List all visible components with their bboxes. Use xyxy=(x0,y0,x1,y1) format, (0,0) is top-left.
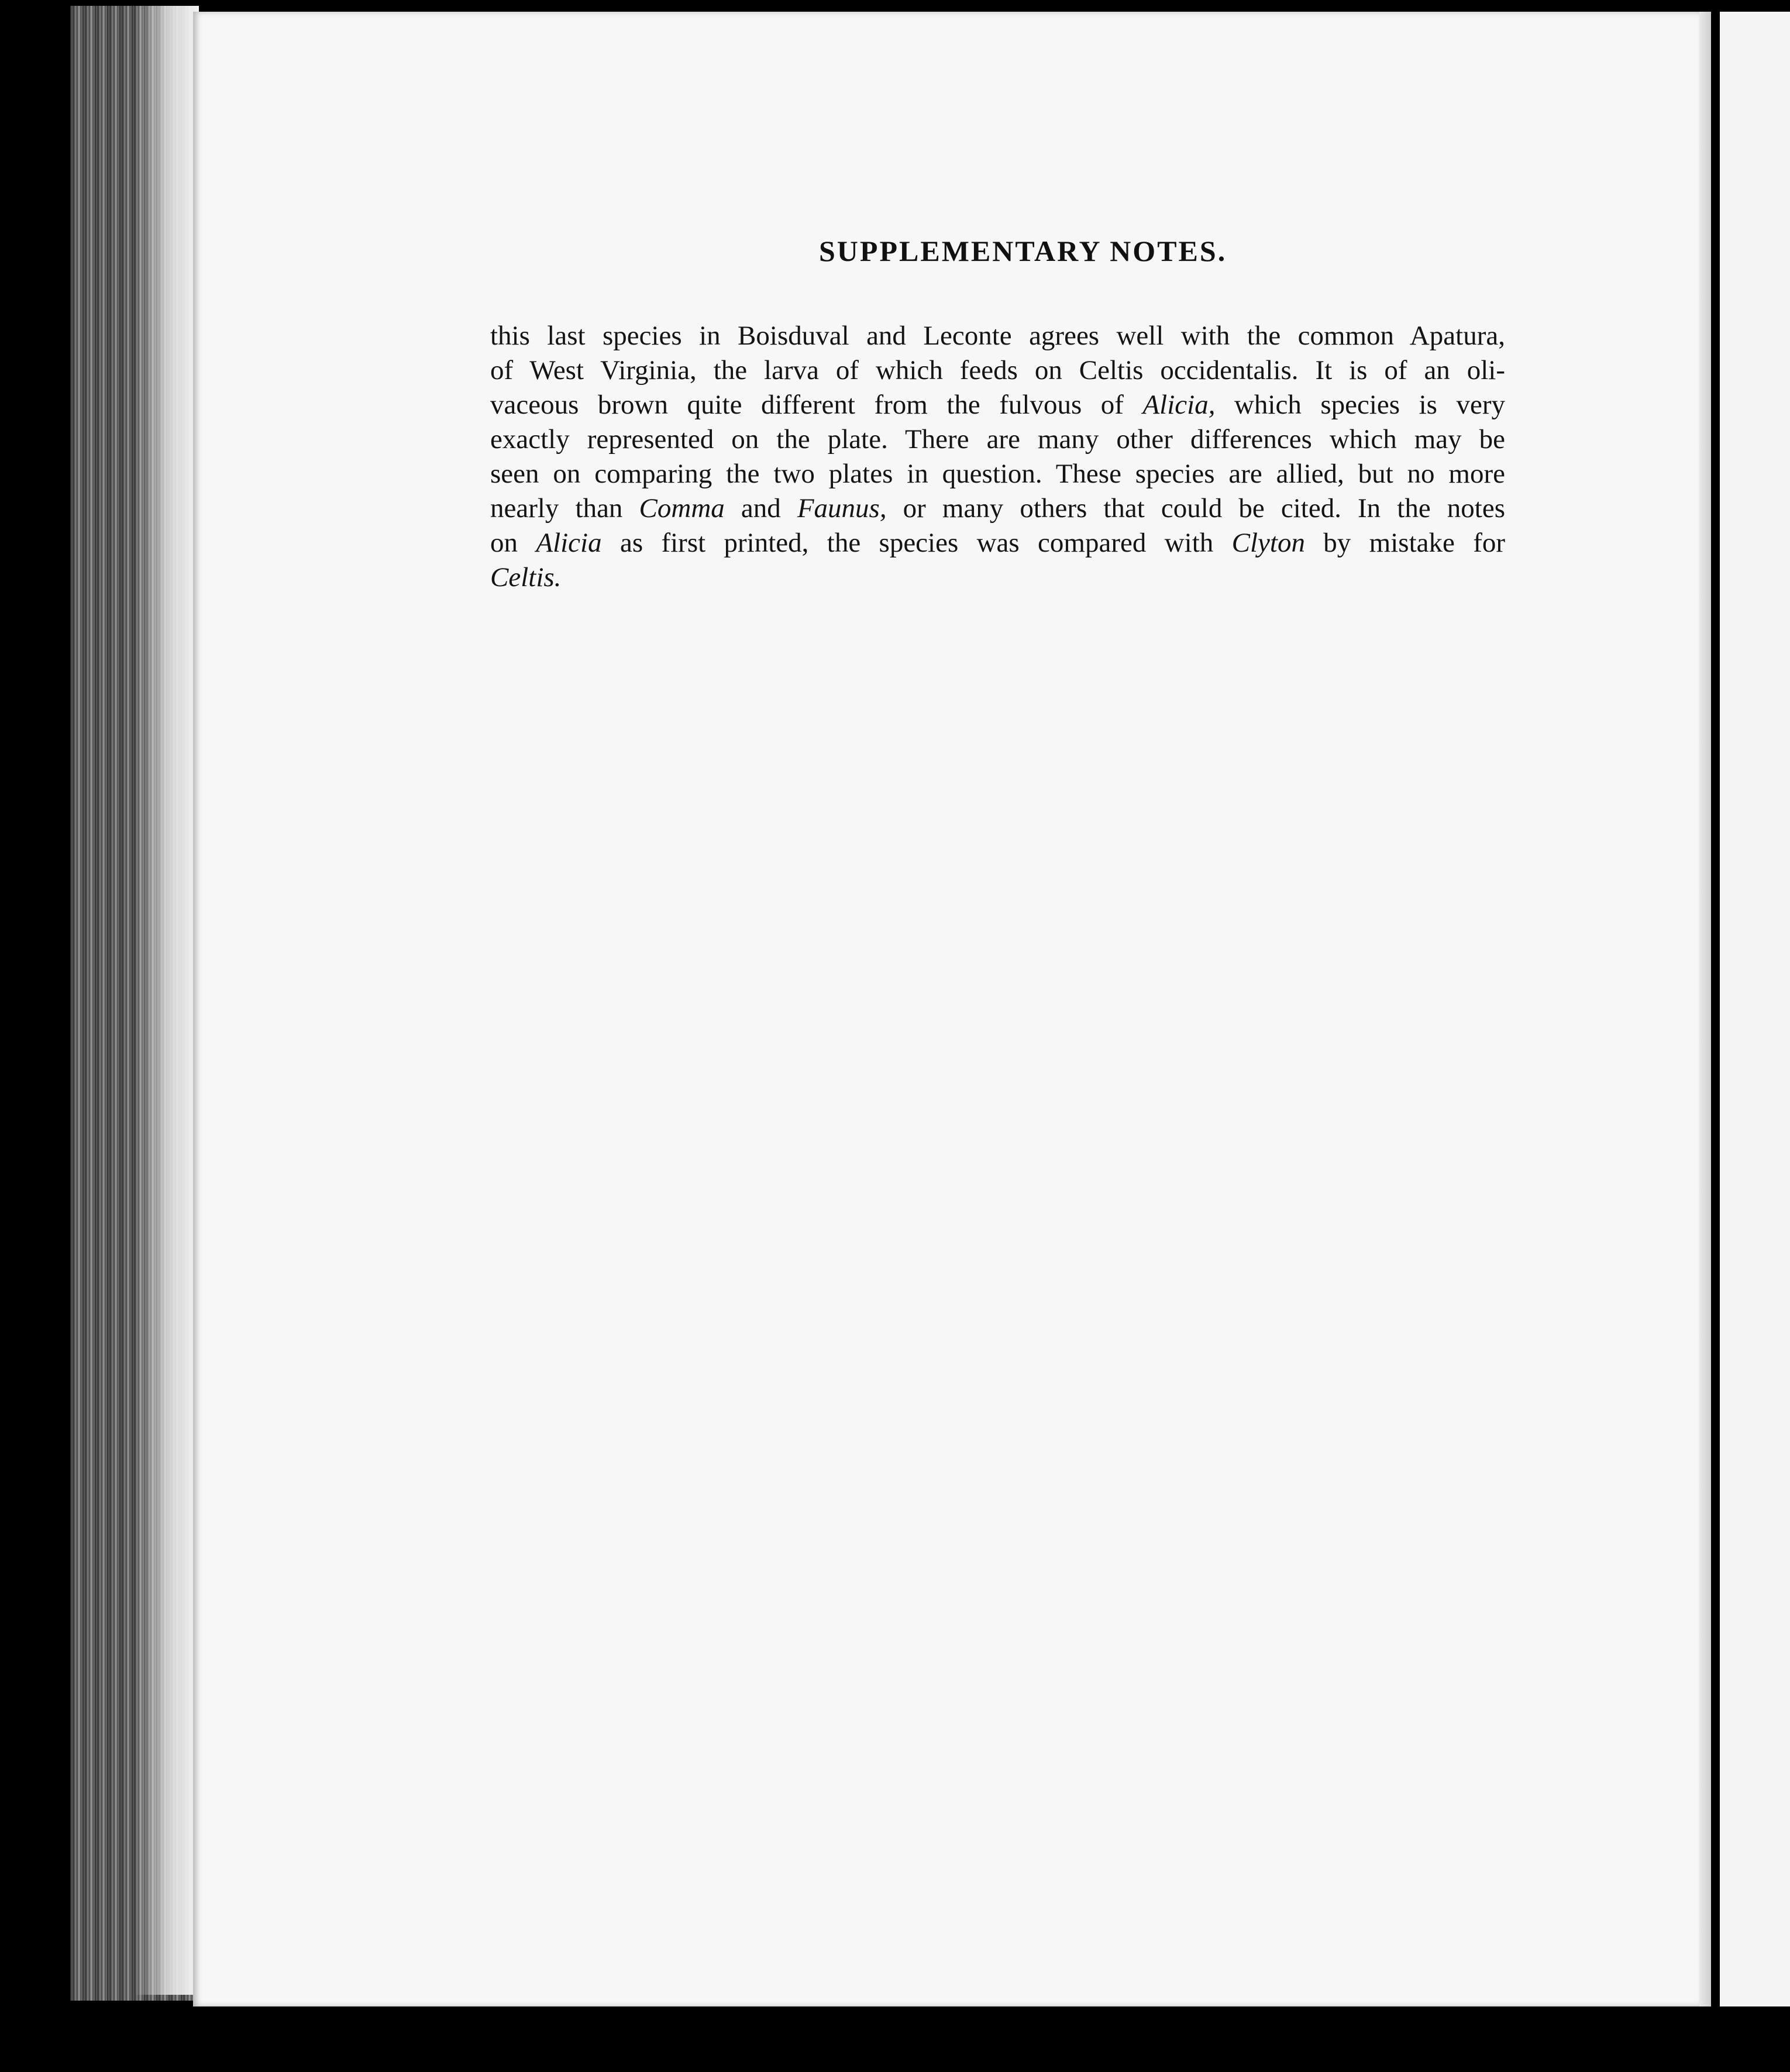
italic-species-name: Alicia, xyxy=(1142,390,1216,420)
text-segment: on xyxy=(490,528,536,558)
text-line xyxy=(490,388,1505,422)
text-segment: vaceous brown quite different from the fulvous of xyxy=(490,390,1143,420)
italic-species-name: Faunus, xyxy=(797,493,887,524)
italic-species-name: Clyton xyxy=(1231,528,1305,558)
text-segment: nearly than xyxy=(490,493,639,524)
text-line xyxy=(490,491,1505,526)
scan-border-bottom xyxy=(0,2006,1790,2072)
italic-species-name: Comma xyxy=(639,493,725,524)
text-segment: as first printed, the species was compared with xyxy=(601,528,1232,558)
book-page xyxy=(193,12,1699,2006)
page-edges-highlight xyxy=(135,6,199,1995)
text-line xyxy=(490,353,1505,388)
italic-species-name: Alicia xyxy=(536,528,602,558)
text-segment: and xyxy=(724,493,797,524)
italic-species-name: Celtis. xyxy=(490,562,562,593)
text-line xyxy=(490,457,1505,491)
text-segment: exactly represented on the plate. There are many other differences which may be xyxy=(490,424,1505,455)
text-line xyxy=(490,526,1505,560)
gutter-shadow xyxy=(1699,12,1711,2006)
text-segment: of West Virginia, the larva of which feeds on Celtis occidentalis. It is of an oli- xyxy=(490,355,1505,386)
text-line xyxy=(490,319,1505,353)
facing-page-edge xyxy=(1720,12,1790,2006)
text-segment: this last species in Boisduval and Leconte agrees well with the common Apatura, xyxy=(490,321,1505,351)
text-line xyxy=(490,422,1505,457)
text-segment: which species is very xyxy=(1215,390,1505,420)
text-segment: by mistake for xyxy=(1304,528,1506,558)
text-segment: seen on comparing the two plates in question. These species are allied, but no more xyxy=(490,459,1505,489)
body-paragraph xyxy=(490,319,1505,595)
running-head: SUPPLEMENTARY NOTES. xyxy=(819,235,1227,267)
text-line xyxy=(490,560,1505,595)
text-segment: or many others that could be cited. In the notes xyxy=(886,493,1505,524)
